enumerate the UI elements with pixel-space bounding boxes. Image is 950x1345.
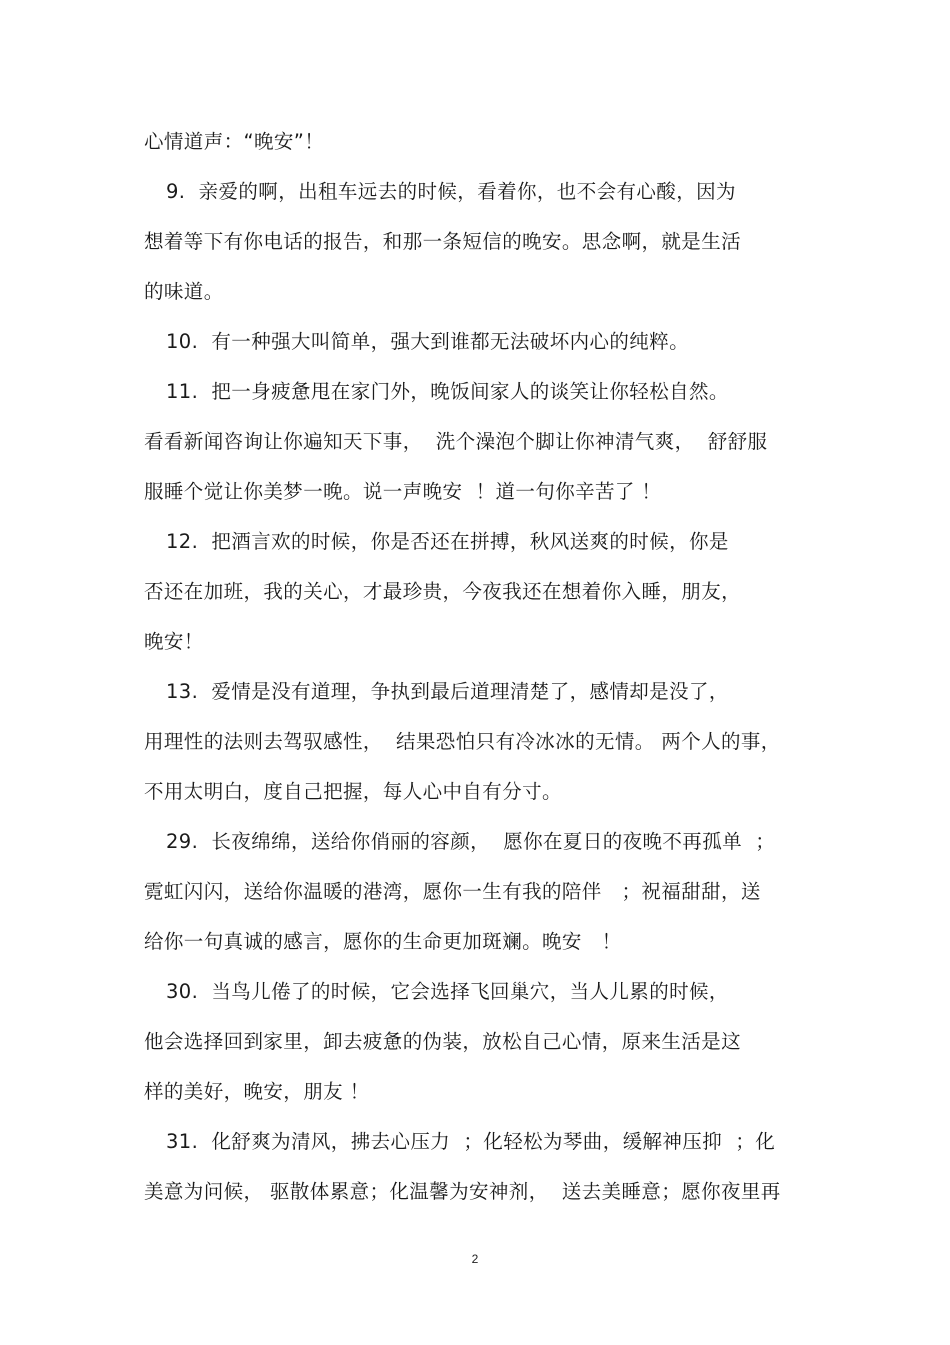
text-line: 看看新闻咨询让你遍知天下事， 洗个澡泡个脚让你神清气爽， 舒舒服: [144, 430, 768, 453]
text-line: 11. 把一身疲惫甩在家门外，晚饭间家人的谈笑让你轻松自然。: [166, 380, 729, 403]
text-line: 服睡个觉让你美梦一晚。说一声晚安 ！道一句你辛苦了 ！: [144, 480, 662, 503]
text-line: 晚安！: [144, 630, 204, 653]
text-line: 9. 亲爱的啊，出租车远去的时候，看着你，也不会有心酸，因为: [166, 180, 736, 203]
text-line: 霓虹闪闪，送给你温暖的港湾，愿你一生有我的陪伴 ；祝福甜甜，送: [144, 880, 761, 903]
text-line: 12. 把酒言欢的时候，你是否还在拼搏，秋风送爽的时候，你是: [166, 530, 729, 553]
text-line: 不用太明白，度自己把握，每人心中自有分寸。: [144, 780, 562, 803]
text-line: 用理性的法则去驾驭感性， 结果恐怕只有冷冰冰的无情。 两个人的事，: [144, 730, 781, 753]
text-line: 13. 爱情是没有道理，争执到最后道理清楚了，感情却是没了，: [166, 680, 729, 703]
text-line: 10. 有一种强大叫简单，强大到谁都无法破坏内心的纯粹。: [166, 330, 690, 353]
text-line: 样的美好，晚安，朋友 ！: [144, 1080, 370, 1103]
text-line: 30. 当鸟儿倦了的时候，它会选择飞回巢穴，当人儿累的时候，: [166, 980, 729, 1003]
text-line: 他会选择回到家里，卸去疲惫的伪装，放松自己心情，原来生活是这: [144, 1030, 742, 1053]
text-line: 美意为问候， 驱散体累意；化温馨为安神剂， 送去美睡意；愿你夜里再: [144, 1180, 781, 1203]
text-line: 的味道。: [144, 280, 224, 303]
text-line: 29. 长夜绵绵，送给你俏丽的容颜， 愿你在夏日的夜晚不再孤单 ；: [166, 830, 776, 853]
text-line: 31. 化舒爽为清风，拂去心压力 ；化轻松为琴曲，缓解神压抑 ；化: [166, 1130, 776, 1153]
text-line: 给你一句真诚的感言，愿你的生命更加斑斓。晚安 ！: [144, 930, 622, 953]
text-line: 心情道声：“晚安”！: [144, 130, 325, 153]
text-line: 否还在加班，我的关心，才最珍贵，今夜我还在想着你入睡，朋友，: [144, 580, 742, 603]
page-number: 2: [471, 1252, 479, 1266]
text-line: 想着等下有你电话的报告，和那一条短信的晚安。思念啊，就是生活: [144, 230, 742, 253]
